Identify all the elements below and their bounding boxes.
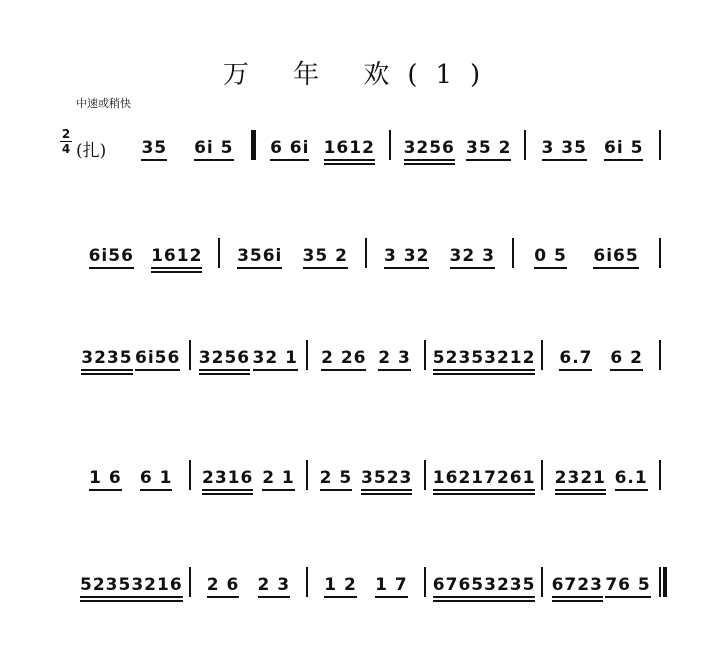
beam-line bbox=[555, 493, 606, 495]
note-group: 2 26 bbox=[321, 348, 366, 368]
barline bbox=[659, 460, 661, 490]
measure bbox=[521, 236, 652, 266]
measure bbox=[315, 458, 417, 488]
note-group: 1612 bbox=[324, 138, 375, 158]
barline bbox=[424, 340, 426, 370]
barline bbox=[424, 567, 426, 597]
note-group: 2 6 bbox=[207, 575, 240, 595]
beam-line bbox=[303, 267, 348, 269]
measure bbox=[315, 565, 417, 595]
beam-line bbox=[552, 596, 603, 598]
note-group: 0 5 bbox=[534, 246, 567, 266]
note-group: 6 2 bbox=[610, 348, 643, 368]
measure bbox=[550, 458, 652, 488]
beam-line bbox=[466, 159, 511, 161]
note-group: 3 35 bbox=[542, 138, 587, 158]
beam-line bbox=[80, 600, 131, 602]
beam-line bbox=[253, 369, 298, 371]
note-group: 5235 bbox=[433, 348, 484, 368]
beam-line bbox=[131, 596, 182, 598]
beam-line bbox=[555, 489, 606, 491]
measure bbox=[433, 458, 535, 488]
note-group: 1 6 bbox=[89, 468, 122, 488]
beam-line bbox=[324, 163, 375, 165]
beam-line bbox=[433, 373, 484, 375]
barline bbox=[524, 130, 526, 160]
measure bbox=[198, 565, 300, 595]
beam-line bbox=[199, 373, 250, 375]
measure bbox=[550, 565, 652, 595]
beam-line bbox=[194, 159, 233, 161]
beam-line bbox=[433, 493, 484, 495]
measure bbox=[315, 338, 417, 368]
note-group: 2 3 bbox=[378, 348, 411, 368]
barline bbox=[541, 567, 543, 597]
note-group: 35 bbox=[141, 138, 167, 158]
beam-line bbox=[484, 373, 535, 375]
beam-line bbox=[207, 596, 240, 598]
measure bbox=[533, 128, 652, 158]
barline bbox=[512, 238, 514, 268]
barline bbox=[659, 130, 661, 160]
note-group: 3212 bbox=[484, 348, 535, 368]
measure bbox=[433, 565, 535, 595]
beam-line bbox=[604, 159, 643, 161]
beam-line bbox=[270, 159, 309, 161]
note-group: 2 3 bbox=[258, 575, 291, 595]
beam-line bbox=[534, 267, 567, 269]
score-system bbox=[0, 128, 721, 178]
note-group: 6 6i bbox=[270, 138, 309, 158]
measure bbox=[550, 338, 652, 368]
beam-line bbox=[361, 493, 412, 495]
note-group: 1612 bbox=[151, 246, 202, 266]
barline bbox=[659, 340, 661, 370]
beam-line bbox=[262, 489, 295, 491]
measure bbox=[80, 236, 211, 266]
note-group: 1 7 bbox=[375, 575, 408, 595]
measure bbox=[374, 236, 505, 266]
final-barline bbox=[663, 567, 667, 597]
measure bbox=[80, 458, 182, 488]
measure bbox=[398, 128, 517, 158]
beam-line bbox=[378, 369, 411, 371]
beam-line bbox=[89, 489, 122, 491]
beam-line bbox=[610, 369, 643, 371]
note-group: 6i 5 bbox=[194, 138, 233, 158]
measure bbox=[80, 338, 182, 368]
beam-line bbox=[89, 267, 134, 269]
beam-line bbox=[202, 489, 253, 491]
note-group: 3235 bbox=[81, 348, 132, 368]
note-group: 3256 bbox=[404, 138, 455, 158]
beam-line bbox=[81, 373, 132, 375]
beam-line bbox=[559, 369, 592, 371]
barline bbox=[306, 460, 308, 490]
note-group: 1621 bbox=[433, 468, 484, 488]
beam-line bbox=[324, 159, 375, 161]
beam-line bbox=[593, 267, 638, 269]
beam-line bbox=[484, 600, 535, 602]
barline bbox=[218, 238, 220, 268]
barline bbox=[306, 567, 308, 597]
note-group: 1 2 bbox=[324, 575, 357, 595]
page-title: 万 年 欢(1) bbox=[222, 60, 499, 90]
beam-line bbox=[81, 369, 132, 371]
barline bbox=[189, 460, 191, 490]
note-group: 2316 bbox=[202, 468, 253, 488]
note-group: 3235 bbox=[484, 575, 535, 595]
note-group: 6i65 bbox=[593, 246, 638, 266]
beam-line bbox=[384, 267, 429, 269]
beam-line bbox=[542, 159, 587, 161]
note-group: 3256 bbox=[199, 348, 250, 368]
beam-line bbox=[552, 600, 603, 602]
note-group: 2 1 bbox=[262, 468, 295, 488]
beam-line bbox=[135, 369, 180, 371]
measure bbox=[433, 338, 535, 368]
beam-line bbox=[140, 489, 173, 491]
measure bbox=[263, 128, 382, 158]
time-signature-numerator: 2 bbox=[61, 127, 71, 141]
beam-line bbox=[484, 369, 535, 371]
note-group: 76 5 bbox=[605, 575, 650, 595]
score-system bbox=[0, 236, 721, 286]
beam-line bbox=[237, 267, 282, 269]
beam-line bbox=[258, 596, 291, 598]
barline bbox=[541, 340, 543, 370]
beam-line bbox=[324, 596, 357, 598]
beam-line bbox=[80, 596, 131, 598]
beam-line bbox=[199, 369, 250, 371]
note-group: 5235 bbox=[80, 575, 131, 595]
note-group: 6i56 bbox=[135, 348, 180, 368]
beam-line bbox=[605, 596, 650, 598]
beam-line bbox=[131, 600, 182, 602]
beam-line bbox=[375, 596, 408, 598]
barline bbox=[541, 460, 543, 490]
note-group: 6i56 bbox=[89, 246, 134, 266]
score-system bbox=[0, 458, 721, 508]
measure bbox=[128, 128, 247, 158]
beam-line bbox=[484, 493, 535, 495]
note-group: 32 1 bbox=[253, 348, 298, 368]
note-group: 356i bbox=[237, 246, 282, 266]
beam-line bbox=[361, 489, 412, 491]
note-group: 35 2 bbox=[466, 138, 511, 158]
repeat-start-barline bbox=[251, 130, 255, 160]
note-group: 6.7 bbox=[559, 348, 592, 368]
beam-line bbox=[433, 596, 484, 598]
measure bbox=[80, 565, 182, 595]
barline bbox=[389, 130, 391, 160]
note-group: 32 3 bbox=[450, 246, 495, 266]
beam-line bbox=[320, 489, 353, 491]
intro-mark: (扎) bbox=[76, 141, 107, 161]
beam-line bbox=[151, 271, 202, 273]
note-group: 3 32 bbox=[384, 246, 429, 266]
note-group: 6723 bbox=[552, 575, 603, 595]
score-system bbox=[0, 565, 721, 615]
beam-line bbox=[202, 493, 253, 495]
note-group: 35 2 bbox=[303, 246, 348, 266]
score-system bbox=[0, 338, 721, 388]
barline bbox=[659, 567, 661, 597]
beam-line bbox=[433, 600, 484, 602]
beam-line bbox=[404, 163, 455, 165]
beam-line bbox=[151, 267, 202, 269]
note-group: 2 5 bbox=[320, 468, 353, 488]
barline bbox=[659, 238, 661, 268]
beam-line bbox=[615, 489, 648, 491]
barline bbox=[189, 567, 191, 597]
beam-line bbox=[433, 489, 484, 491]
beam-line bbox=[321, 369, 366, 371]
beam-line bbox=[433, 369, 484, 371]
beam-line bbox=[450, 267, 495, 269]
beam-line bbox=[484, 596, 535, 598]
beam-line bbox=[404, 159, 455, 161]
note-group: 6 1 bbox=[140, 468, 173, 488]
tempo-marking: 中速或稍快 bbox=[76, 97, 131, 110]
measure bbox=[198, 338, 300, 368]
barline bbox=[189, 340, 191, 370]
barline bbox=[365, 238, 367, 268]
time-signature-denominator: 4 bbox=[61, 142, 71, 156]
note-group: 3523 bbox=[361, 468, 412, 488]
beam-line bbox=[484, 489, 535, 491]
note-group: 6i 5 bbox=[604, 138, 643, 158]
barline bbox=[424, 460, 426, 490]
note-group: 2321 bbox=[555, 468, 606, 488]
note-group: 6765 bbox=[433, 575, 484, 595]
measure bbox=[198, 458, 300, 488]
barline bbox=[306, 340, 308, 370]
beam-line bbox=[141, 159, 167, 161]
measure bbox=[227, 236, 358, 266]
note-group: 7261 bbox=[484, 468, 535, 488]
note-group: 3216 bbox=[131, 575, 182, 595]
note-group: 6.1 bbox=[615, 468, 648, 488]
